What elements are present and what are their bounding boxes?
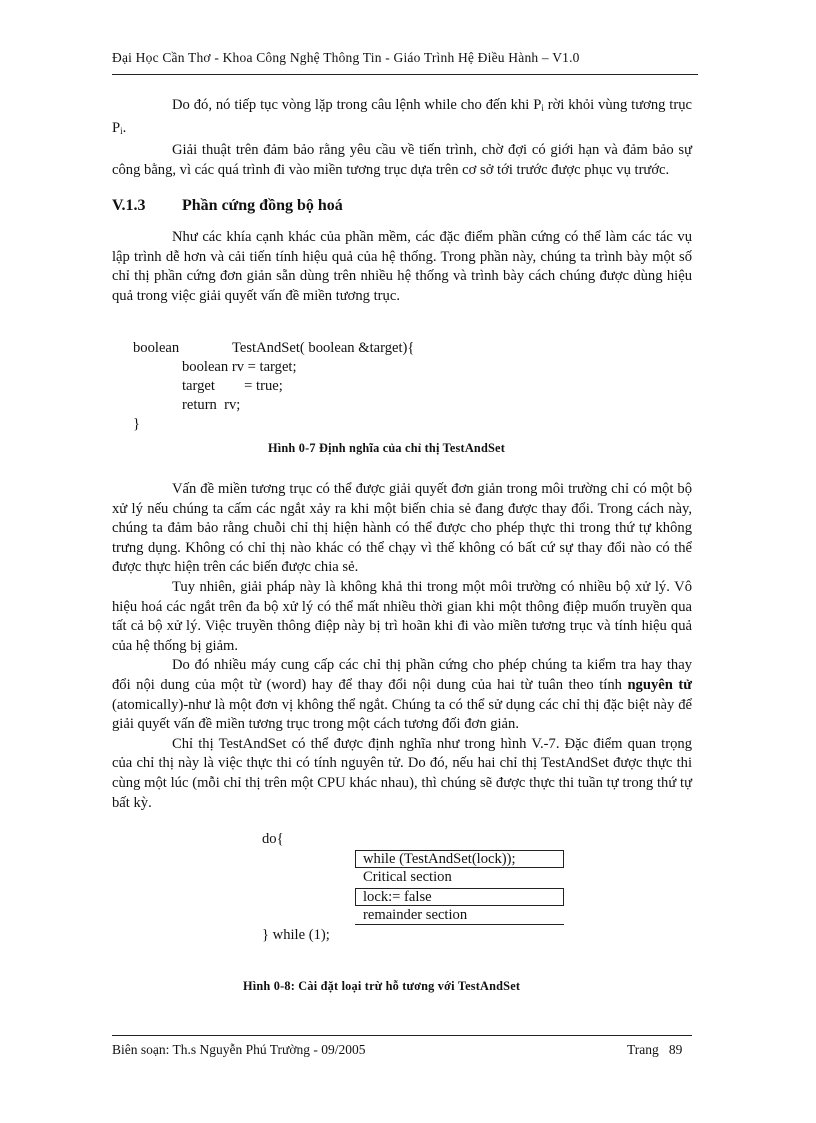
page-label: Trang xyxy=(627,1042,659,1057)
figure-2-caption: Hình 0-8: Cài đặt loại trừ hỗ tương với TestAndSet xyxy=(243,979,521,993)
figure-1-caption: Hình 0-7 Định nghĩa của chỉ thị TestAndSet xyxy=(268,441,505,455)
section-title: Phần cứng đồng bộ hoá xyxy=(182,197,343,214)
code-line-3: return rv; xyxy=(182,397,241,413)
code-close: } xyxy=(133,416,141,432)
code2-remainder-section: remainder section xyxy=(355,906,564,925)
footer-page xyxy=(627,1042,682,1058)
bold-term: nguyên tử xyxy=(627,676,692,693)
intro-paragraph-2: Giải thuật trên đảm bảo rằng yêu cầu về tiến trình, chờ đợi có giới hạn và đảm bảo sự công bằng, vì các quá trình đi vào miền tương trục dựa trên cơ sở tới trước được phục vụ trước. xyxy=(112,142,692,178)
body-paragraph-1: Vấn đề miền tương trục có thể được giải quyết đơn giản trong môi trường chỉ có một bộ xử lý nếu chúng ta cấm các ngắt xảy ra khi một biến chia sẻ đang được thay đổi. Trong cách này, chúng ta đảm bảo rằng chuỗi chỉ thị hiện hành có thể được cho phép thực thi trong thứ tự không trưng dụng. Không có chỉ thị nào khác có thể chạy vì thế không có bất cứ sự thay đổi nào có thể được thực hiện trên các biến được chia sẻ. xyxy=(112,481,692,576)
page-header: Đại Học Cần Thơ - Khoa Công Nghệ Thông Tin - Giáo Trình Hệ Điều Hành – V1.0 xyxy=(112,50,580,65)
body-text xyxy=(112,480,692,813)
body-paragraph-3: Do đó nhiều máy cung cấp các chỉ thị phần cứng cho phép chúng ta kiểm tra hay thay đổi nội dung của một từ (word) hay để thay đổi nội dung của hai từ tuân theo tính nguyên tử (atomically)-như là một đơn vị không thể ngắt. Chúng ta có thể sử dụng các chỉ thị đặc biệt này để giải quyết vấn đề miền tương trục trong một cách tương đối đơn giản. xyxy=(112,657,692,733)
intro-text xyxy=(112,96,692,180)
code2-close: } while (1); xyxy=(262,927,330,943)
body-paragraph-2: Tuy nhiên, giải pháp này là không khả thi trong một môi trường có nhiều bộ xử lý. Vô hiệu hoá các ngắt trên đa bộ xử lý có thể mất nhiều thời gian khi một thông điệp muốn truyền qua tất cả bộ xử lý. Việc truyền thông điệp này bị trì hoãn khi đi vào miền tương trục và tính hiệu quả của hệ thống bị giảm. xyxy=(112,578,692,654)
code2-critical-section: Critical section xyxy=(363,869,452,885)
code-line-1: boolean rv = target; xyxy=(182,359,297,375)
footer-author: Biên soạn: Th.s Nguyễn Phú Trường - 09/2005 xyxy=(112,1042,366,1057)
code-sig-type: boolean xyxy=(133,340,180,356)
code-line-2: target = true; xyxy=(182,378,283,394)
page-number: 89 xyxy=(668,1042,683,1057)
body-paragraph-4: Chỉ thị TestAndSet có thể được định nghĩa như trong hình V.-7. Đặc điểm quan trọng của chỉ thị này là việc thực thi có tính nguyên tử. Do đó, nếu hai chỉ thị TestAndSet được thực thi cùng một lúc (mỗi chỉ thị trên một CPU khác nhau), thì chúng sẽ được thực thi tuần tự trong thứ tự bất kỳ. xyxy=(112,735,692,811)
code2-open: do{ xyxy=(262,831,284,847)
intro-paragraph-1: Do đó, nó tiếp tục vòng lặp trong câu lệnh while cho đến khi $P_i$ rời khỏi vùng tương trục $P_i$. xyxy=(112,97,692,136)
header-rule xyxy=(112,74,698,75)
code2-boxed-line-1: while (TestAndSet(lock)); xyxy=(355,850,564,868)
footer-rule xyxy=(112,1035,692,1036)
code2-boxed-line-2: lock:= false xyxy=(355,888,564,906)
code-sig-rest: TestAndSet( boolean &target){ xyxy=(232,340,415,356)
section-number: V.1.3 xyxy=(112,197,146,214)
section-intro: Như các khía cạnh khác của phần mềm, các đặc điểm phần cứng có thể làm các tác vụ lập trình dễ hơn và cải tiến tính hiệu quả của hệ thống. Trong phần này, chúng ta trình bày một số chỉ thị phần cứng đơn giản sẵn dùng trên nhiều hệ thống và trình bày cách chúng được dùng hiệu quả trong việc giải quyết vấn đề miền tương trục. xyxy=(112,229,692,304)
section-heading xyxy=(112,197,343,215)
